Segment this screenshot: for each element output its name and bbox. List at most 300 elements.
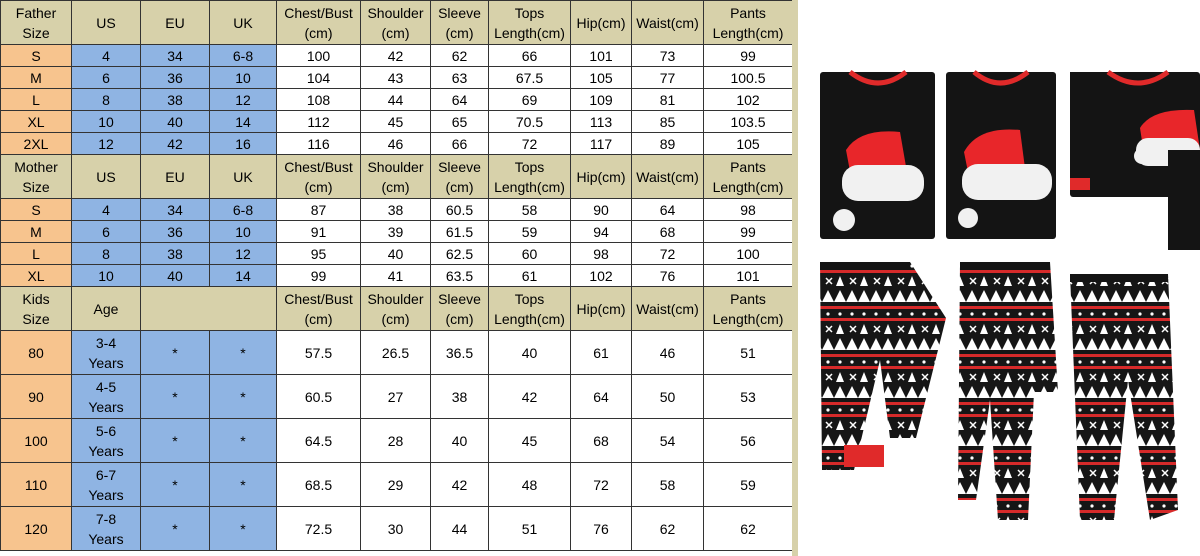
cell-text: 46 — [387, 135, 404, 152]
cell-text: 76 — [593, 520, 609, 537]
cell — [72, 89, 141, 111]
cell — [141, 243, 210, 265]
cell-text: * — [240, 344, 246, 361]
cell-text: 102 — [589, 267, 613, 284]
cell — [361, 89, 431, 111]
cell — [361, 463, 431, 507]
cell — [210, 133, 277, 155]
cell — [210, 67, 277, 89]
header-chest-line: Chest/Bust — [284, 4, 353, 21]
cell-text: 99 — [310, 267, 327, 284]
header-sleeve-line: Sleeve — [438, 290, 481, 307]
cell-text: 38 — [167, 91, 183, 108]
cell-text: 12 — [235, 91, 251, 108]
header-us — [72, 1, 141, 45]
cell-text: * — [172, 388, 178, 405]
cell-text: 6-8 — [232, 47, 254, 64]
cell-text: 59 — [521, 223, 538, 240]
cell — [361, 221, 431, 243]
header-waist-text: Waist(cm) — [636, 300, 699, 317]
cell — [489, 419, 571, 463]
cell-text: 105 — [736, 135, 760, 152]
cell — [361, 199, 431, 221]
cell — [632, 221, 704, 243]
cell-text: 98 — [740, 201, 756, 218]
cell — [141, 265, 210, 287]
cell — [632, 507, 704, 551]
cell-text: 68 — [593, 432, 609, 449]
cell-text: 38 — [451, 388, 468, 405]
cell — [489, 221, 571, 243]
cell — [571, 331, 632, 375]
cell — [704, 463, 793, 507]
cell-text: 42 — [167, 135, 183, 152]
cell — [72, 331, 141, 375]
cell — [431, 331, 489, 375]
cell — [571, 199, 632, 221]
cell-text: 62.5 — [445, 245, 474, 262]
cell — [571, 419, 632, 463]
header-tops-line: Length(cm) — [494, 310, 565, 327]
cell — [141, 331, 210, 375]
cell-text: 56 — [740, 432, 756, 449]
cell — [489, 507, 571, 551]
cell-text: 85 — [659, 113, 676, 130]
cell — [72, 507, 141, 551]
cell-text: 61 — [521, 267, 538, 284]
cell — [141, 375, 210, 419]
cell-text: 62 — [740, 520, 756, 537]
cell-text: 100 — [24, 432, 48, 449]
header-us-text: US — [96, 168, 116, 185]
cell — [72, 111, 141, 133]
header-waist — [632, 1, 704, 45]
cell-text: 99 — [740, 47, 756, 64]
cell — [1, 111, 72, 133]
cell — [571, 221, 632, 243]
header-chest-line: Chest/Bust — [284, 158, 353, 175]
cell-text: 6 — [102, 69, 110, 86]
cell-text: 98 — [593, 245, 609, 262]
cell-text: 81 — [659, 91, 676, 108]
cell-text: 59 — [740, 476, 756, 493]
cell-text: M — [30, 69, 42, 86]
cell — [704, 375, 793, 419]
cell-text: M — [30, 223, 42, 240]
cell — [72, 375, 141, 419]
cell-text: 64.5 — [304, 432, 333, 449]
cell — [632, 331, 704, 375]
cell-text: 40 — [167, 267, 183, 284]
cell — [210, 265, 277, 287]
cell — [431, 243, 489, 265]
cell — [72, 45, 141, 67]
cell-text: 89 — [659, 135, 676, 152]
cell — [72, 243, 141, 265]
cell-text: 72.5 — [304, 520, 333, 537]
cell-text: 38 — [167, 245, 183, 262]
cell — [489, 89, 571, 111]
header-size-line: Mother — [14, 158, 58, 175]
header-size — [1, 287, 72, 331]
cell — [277, 67, 361, 89]
cell-text: 36.5 — [445, 344, 474, 361]
cell — [72, 199, 141, 221]
header-chest-line: (cm) — [304, 178, 333, 195]
cell-text: 46 — [659, 344, 676, 361]
cell-text: 80 — [28, 344, 44, 361]
cell-text: 64 — [451, 91, 468, 108]
cell — [72, 221, 141, 243]
cell — [141, 67, 210, 89]
cell-line: 4-5 — [95, 378, 117, 395]
cell — [704, 419, 793, 463]
header-uk — [210, 155, 277, 199]
cell-text: 10 — [98, 113, 114, 130]
cell-text: 100 — [306, 47, 331, 64]
header-sleeve-line: (cm) — [445, 178, 474, 195]
cell — [1, 265, 72, 287]
cell-text: 62 — [451, 47, 468, 64]
cell-text: 66 — [521, 47, 538, 64]
cell-text: 110 — [24, 476, 48, 493]
cell — [72, 463, 141, 507]
cell-text: 6-8 — [232, 201, 254, 218]
cell — [431, 133, 489, 155]
cell-text: 103.5 — [730, 113, 766, 130]
cell — [431, 375, 489, 419]
header-waist-text: Waist(cm) — [636, 14, 699, 31]
cell — [72, 67, 141, 89]
cell-text: 68.5 — [304, 476, 333, 493]
header-pants-line: Pants — [730, 4, 766, 21]
cell — [141, 199, 210, 221]
cell-text: 38 — [387, 201, 404, 218]
cell-line: 3-4 — [95, 334, 117, 351]
cell-text: 6 — [102, 223, 110, 240]
header-tops-line: Length(cm) — [494, 178, 565, 195]
cell-text: 66 — [451, 135, 468, 152]
cell — [277, 265, 361, 287]
shirt-left — [820, 72, 935, 239]
header-sleeve — [431, 1, 489, 45]
cell — [277, 419, 361, 463]
father-row — [1, 133, 793, 155]
cell — [210, 221, 277, 243]
cell — [72, 419, 141, 463]
cell-text: 60.5 — [445, 201, 474, 218]
cell — [210, 331, 277, 375]
father-row — [1, 67, 793, 89]
cell-text: 29 — [387, 476, 404, 493]
mother-row — [1, 243, 793, 265]
cell — [632, 243, 704, 265]
cell-text: * — [172, 520, 178, 537]
cell-text: 51 — [740, 344, 756, 361]
cell-text: 62 — [659, 520, 676, 537]
cell-line: Years — [88, 354, 124, 371]
header-tops — [489, 287, 571, 331]
cell — [632, 199, 704, 221]
cell — [277, 199, 361, 221]
header-eu-text: EU — [165, 168, 185, 185]
cell-line: 6-7 — [95, 466, 117, 483]
cell-text: 26.5 — [381, 344, 410, 361]
cell-text: 101 — [589, 47, 613, 64]
cell-line: Years — [88, 530, 124, 547]
cell — [361, 331, 431, 375]
cell-text: * — [172, 344, 178, 361]
cell-text: 116 — [307, 135, 330, 152]
father-row — [1, 45, 793, 67]
header-size — [1, 155, 72, 199]
header-chest — [277, 155, 361, 199]
cell — [431, 463, 489, 507]
header-tops — [489, 1, 571, 45]
cell-line: 7-8 — [95, 510, 117, 527]
cell-text: 43 — [387, 69, 404, 86]
cell — [704, 507, 793, 551]
cell-text: 104 — [306, 69, 331, 86]
cell-text: 10 — [235, 69, 251, 86]
header-shoulder — [361, 155, 431, 199]
cell — [571, 507, 632, 551]
cell-text: 16 — [235, 135, 251, 152]
cell — [571, 463, 632, 507]
cell — [431, 199, 489, 221]
cell-text: 44 — [387, 91, 404, 108]
header-pants-line: Length(cm) — [712, 24, 784, 41]
header-hip — [571, 155, 632, 199]
cell-text: 72 — [659, 245, 676, 262]
cell-text: L — [32, 245, 40, 262]
header-shoulder-line: (cm) — [381, 178, 410, 195]
cell-text: 58 — [659, 476, 676, 493]
cell-text: * — [172, 432, 178, 449]
header-hip — [571, 1, 632, 45]
cell-text: S — [31, 47, 41, 64]
cell — [431, 221, 489, 243]
cell-text: 42 — [451, 476, 468, 493]
cell-text: 61 — [593, 344, 609, 361]
cell — [361, 243, 431, 265]
cell — [277, 463, 361, 507]
cell — [1, 221, 72, 243]
header-us — [72, 155, 141, 199]
header-uk — [210, 1, 277, 45]
cell — [632, 45, 704, 67]
cell-text: 53 — [740, 388, 756, 405]
header-pants-line: Length(cm) — [712, 178, 784, 195]
cell-text: * — [240, 388, 246, 405]
cell-text: 36 — [167, 69, 183, 86]
cell — [72, 265, 141, 287]
cell — [571, 45, 632, 67]
cell-text: 54 — [659, 432, 676, 449]
header-tops-line: Length(cm) — [494, 24, 565, 41]
cell-text: 58 — [521, 201, 538, 218]
cell — [489, 45, 571, 67]
header-shoulder-line: Shoulder — [367, 158, 424, 175]
cell-text: 8 — [102, 91, 110, 108]
cell — [632, 133, 704, 155]
cell — [210, 199, 277, 221]
cell — [704, 67, 793, 89]
cell — [571, 265, 632, 287]
cell-text: 73 — [659, 47, 676, 64]
cell — [1, 243, 72, 265]
cell-text: * — [240, 520, 246, 537]
cell-text: 14 — [235, 113, 251, 130]
cell-text: S — [31, 201, 41, 218]
pants-left — [820, 262, 946, 470]
cell-text: 44 — [451, 520, 468, 537]
cell — [632, 375, 704, 419]
cell — [141, 111, 210, 133]
cell-text: 76 — [659, 267, 676, 284]
cell — [632, 89, 704, 111]
cell-text: 67.5 — [515, 69, 544, 86]
header-eu-text: EU — [165, 14, 185, 31]
cell-text: 40 — [387, 245, 404, 262]
cell — [704, 199, 793, 221]
cell-text: 102 — [736, 91, 760, 108]
cell — [361, 419, 431, 463]
shirt-right — [1070, 72, 1200, 250]
cell — [277, 133, 361, 155]
mother-header-row — [1, 155, 793, 199]
cell — [632, 67, 704, 89]
cell — [277, 507, 361, 551]
cell-text: 10 — [235, 223, 251, 240]
header-hip-text: Hip(cm) — [576, 14, 626, 31]
cell — [1, 419, 72, 463]
cell-text: 30 — [387, 520, 404, 537]
cell — [431, 507, 489, 551]
cell — [489, 243, 571, 265]
header-hip-text: Hip(cm) — [576, 300, 626, 317]
cell-text: 69 — [521, 91, 538, 108]
cell-text: 8 — [102, 245, 110, 262]
header-size — [1, 1, 72, 45]
cell — [431, 67, 489, 89]
header-chest — [277, 1, 361, 45]
cell — [571, 89, 632, 111]
kids-row — [1, 507, 793, 551]
cell-text: 45 — [387, 113, 404, 130]
shirt-middle — [946, 72, 1056, 239]
cell — [141, 133, 210, 155]
cell — [431, 419, 489, 463]
header-shoulder — [361, 1, 431, 45]
cell — [1, 507, 72, 551]
cell — [361, 67, 431, 89]
cell-text: 61.5 — [445, 223, 474, 240]
cell — [704, 89, 793, 111]
cell-text: 108 — [306, 91, 331, 108]
header-shoulder — [361, 287, 431, 331]
header-size-line: Size — [22, 24, 50, 41]
cell-text: 72 — [521, 135, 538, 152]
cell-text: * — [172, 476, 178, 493]
header-eu — [141, 155, 210, 199]
cell-text: 117 — [589, 135, 613, 152]
kids-row — [1, 331, 793, 375]
header-uk-text: UK — [233, 14, 253, 31]
cell-text: 77 — [659, 69, 676, 86]
cell-text: 60 — [521, 245, 538, 262]
father-header-row — [1, 1, 793, 45]
header-pants — [704, 287, 793, 331]
cell — [632, 265, 704, 287]
cell — [571, 243, 632, 265]
cell — [277, 331, 361, 375]
cell — [431, 111, 489, 133]
cell — [210, 89, 277, 111]
cell — [361, 133, 431, 155]
cell — [277, 111, 361, 133]
cell-text: 90 — [593, 201, 609, 218]
cell — [141, 221, 210, 243]
kids-row — [1, 375, 793, 419]
cell — [704, 265, 793, 287]
cell — [632, 111, 704, 133]
product-photo — [798, 0, 1200, 556]
cell — [361, 375, 431, 419]
cell-text: L — [32, 91, 40, 108]
header-sleeve-line: Sleeve — [438, 4, 481, 21]
cell — [277, 243, 361, 265]
header-tops-line: Tops — [514, 4, 545, 21]
cell — [141, 419, 210, 463]
cell — [277, 89, 361, 111]
cell-text: 40 — [167, 113, 183, 130]
cell — [489, 331, 571, 375]
cell — [632, 419, 704, 463]
cell-text: 95 — [310, 245, 327, 262]
cell — [704, 45, 793, 67]
cell — [210, 463, 277, 507]
cell-text: 27 — [387, 388, 404, 405]
cell-text: 51 — [521, 520, 538, 537]
cell — [704, 331, 793, 375]
cell-text: 68 — [659, 223, 676, 240]
cell-text: XL — [27, 267, 45, 284]
cell — [141, 507, 210, 551]
cell-text: 4 — [102, 47, 110, 64]
cell-text: 113 — [589, 113, 613, 130]
cell-text: 90 — [28, 388, 44, 405]
header-pants-line: Pants — [730, 290, 766, 307]
kids-row — [1, 463, 793, 507]
cell — [210, 507, 277, 551]
header-sleeve-line: (cm) — [445, 310, 474, 327]
cell — [489, 111, 571, 133]
header-pants — [704, 1, 793, 45]
cell-text: 10 — [98, 267, 114, 284]
cell — [704, 221, 793, 243]
pants-right — [1070, 274, 1178, 520]
header-shoulder-line: (cm) — [381, 24, 410, 41]
cell — [1, 375, 72, 419]
cell — [571, 111, 632, 133]
header-us-text: US — [96, 14, 116, 31]
cell — [361, 265, 431, 287]
cell-text: 64 — [593, 388, 609, 405]
cell-text: 39 — [387, 223, 404, 240]
cell-text: 99 — [740, 223, 756, 240]
header-size-line: Kids — [22, 290, 50, 307]
